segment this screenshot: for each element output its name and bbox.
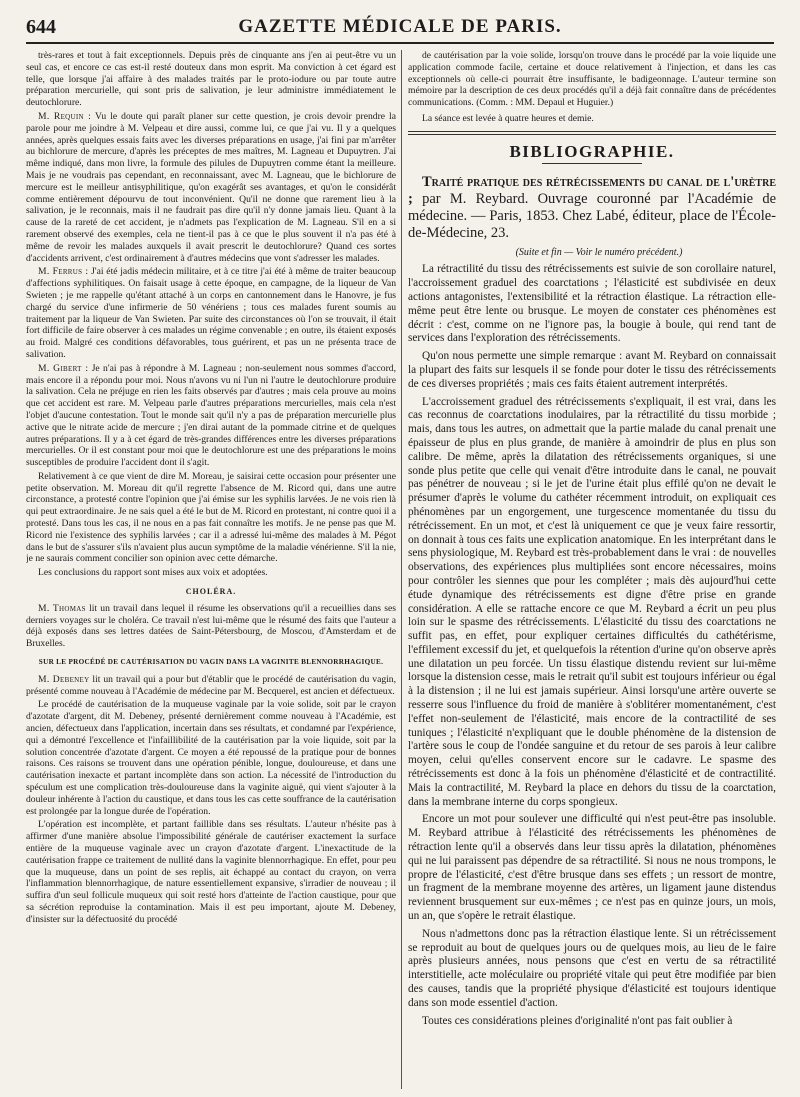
book-title-main: Traité pratique des rétrécissements du canal de l'urètre ; [408,173,776,207]
paragraph [26,111,396,264]
speaker-name: M. Gibert : [38,362,89,374]
speech-text: J'ai été jadis médecin militaire, et à ce titre j'ai été à même de traiter beaucoup d'affections syphilitiques. On faisait usage à cette époque, en campagne, de la liqueur de Van Swieten ; je me rappelle qu'étant attaché à un corps en cantonnement dans le Hanovre, je fus chargé du service d'une infirmerie de 50 vénériens ; tous ces malades furent soumis au traitement par la liqueur de Van Swieten. Par suite des circonstances où l'on se trouvait, il était fort difficile de faire observer à ces malades un régime convenable ; en outre, ils étaient exposés au froid. Malgré ces conditions défavorables, tous guérirent, et pas un ne présenta trace de salivation. [26,266,396,360]
book-title [408,174,776,242]
paragraph [26,363,396,469]
speaker-name: M. Requin : [38,110,92,122]
speech-text: Je n'ai pas à répondre à M. Lagneau ; non-seulement nous sommes d'accord, mais encore il a répondu pour moi. Nous n'avons vu ni l'un ni l'autre le deutochlorure produire la salivation. Cela ne préjuge en rien les faits observés par d'autres ; mais cela prouve au moins que cet accident est rare. M. Velpeau parle d'autres préparations mercurielles, mais cela n'est l'objet d'aucune contestation. Tout le monde sait qu'il n'y a pas de préparation mercurielle plus active que le nitrate acide de mercure ; j'en dirai autant de la pommade citrine et de quelques autres préparations. Il y a à cet égard de très-grandes différences entre les diverses préparations mercurielles. Or il est constant pour moi que le deutochlorure est une des préparations le moins susceptibles de produire l'accident dont il s'agit. [26,362,396,469]
bibliographie-heading: BIBLIOGRAPHIE. [509,141,675,161]
paragraph: La rétractilité du tissu des rétrécissements est suivie de son corollaire naturel, l'accroissement graduel des coarctations ; l'élasticité est subdivisée en deux actions antagonistes, l'extensibilité et la rétraction élastique. La rétraction elle-même peut être lente ou brusque. Le moyen de constater ces phénomènes est décrit : c'est, comme on ne l'ignore pas, la bougie à boule, qui rend tant de services dans l'exploration des rétrécissements. [408,263,776,345]
column-divider [401,50,402,1089]
session-closing: La séance est levée à quatre heures et demie. [422,112,594,124]
speaker-name: M. Debeney [38,673,90,685]
right-column [408,50,776,1089]
paragraph: de cautérisation par la voie solide, lorsqu'on trouve dans le procédé par la voie liquide une application commode facile, certaine et douce relativement à l'injection, et dans les cas exceptionnels où celle-ci pourrait être insuffisante, le badigeonnage. L'auteur termine son mémoire par la description de ces deux procédés qu'il a déjà fait connaître dans de précédentes communications. (Comm. : MM. Depaul et Huguier.) [408,50,776,109]
paragraph: Qu'on nous permette une simple remarque : avant M. Reybard on connaissait la plupart des faits sur lesquels il se fonde pour doter le tissu des rétrécissements de ces diverses propriétés ; mais ces faits étaient autrement interprétés. [408,350,776,390]
paragraph: L'opération est incomplète, et partant faillible dans ses résultats. L'auteur n'hésite pas à affirmer d'une manière absolue l'impossibilité générale de cautériser exactement la surface entière de la muqueuse vaginale avec un crayon d'azotate d'argent. L'inexactitude de la cautérisation frappe ce traitement de nullité dans la vaginite blennorrhagique. En effet, pour peu que la muqueuse, dans un point de ses replis, ait échappé au contact du crayon, on verra l'inflammation blennorrhagique, de nature essentiellement expansive, s'irradier de nouveau ; il suffira d'un seul follicule muqueux qui soit resté hors d'atteinte de l'action caustique, pour que sa sécrétion reproduise la contamination. Mais il est peu important, ajoute M. Debeney, d'insister sur la défectuosité du procédé [26,819,396,925]
section-heading-cauterisation: SUR LE PROCÉDÉ DE CAUTÉRISATION DU VAGIN DANS LA VAGINITE BLENNORRHAGIQUE. [38,658,384,667]
paragraph: Nous n'admettons donc pas la rétraction élastique lente. Si un rétrécissement se reproduit au bout de quelques jours ou de quelques mois, au lieu de le faire après plusieurs années, nous pensons que c'est en vertu de sa rétractilité interstitielle, acte moléculaire ou propriété vitale qui peut être modifiée par bien des causes, tandis que la propriété physique d'élasticité est toujours identique dans son mode essentiel d'action. [408,927,776,1009]
speech-text: lit un travail dans lequel il résume les observations qu'il a recueillies dans ses derniers voyages sur le choléra. Ce travail n'est lui-même que le résumé des faits que l'auteur a déjà exposés dans ses lettres datées de Saint-Pétersbourg, de Moscou, d'Amsterdam et de Bruxelles. [26,602,396,650]
section-heading-cholera: CHOLÉRA. [185,587,237,597]
paragraph: Relativement à ce que vient de dire M. Moreau, je saisirai cette occasion pour présenter une petite observation. M. Moreau dit qu'il regrette l'absence de M. Ricord qui, dans une autre circonstance, a protesté contre l'opinion que j'ai émise sur les syphilis larvées. Je ne vois rien là qui peut extraordinaire. Je ne sais quel a été le but de M. Ricord en protestant, ni contre quoi il a protesté. Dans tous les cas, il ne nous en a pas fait connaître les motifs. Je ne pense pas que M. Ricord nie l'existence des syphilis larvées ; car il a adressé lui-même des malades à M. Pégot dans le but de s'assurer s'ils n'avaient plus aucun symptôme de la maladie vénérienne. S'il la nie, je ne saurais comment concilier son opinion avec cette démarche. [26,470,396,565]
heading-rule [542,163,642,164]
paragraph: Toutes ces considérations pleines d'originalité n'ont pas fait oublier à [422,1014,733,1027]
page-number: 644 [26,16,56,38]
paragraph [26,266,396,360]
continuation-note: (Suite et fin — Voir le numéro précédent.) [515,246,683,258]
paragraph: L'accroissement graduel des rétrécissements s'expliquait, il est vrai, dans les cas reconnus de coarctations inodulaires, par la rétractilité du tissu morbide ; mais, dans tous les autres, on admettait que la partie malade du canal prenait une épaisseur de plus en plus grande, de manière à amoindrir de plus en plus son calibre. De même, après la dilatation des rétrécissements organiques, si une sonde plus petite que celle qui venait d'être introduite dans le canal, ne pouvait pas pénétrer de nouveau ; si le jet de l'urine était plus effilé qu'on ne devait le présumer d'après le volume du cathéter récemment introduit, on expliquait ces phénomènes par un engorgement, une turgescence momentanée du tissu du rétrécissement. En un mot, et c'est là uniquement ce que je veux faire ressortir, on donnait à tous ces faits une explication anatomique. En les interprétant dans le sens physiologique, M. Reybard est très-probablement dans le vrai : de nouvelles observations, des expériences plus multipliées sont encore nécessaires, moins pour contrôler les siennes que pour les compléter ; mais dès aujourd'hui cette étude dynamique des rétrécissements est digne d'être prise en grande considération. A elle se rattache encore ce que M. Reybard a écrit un peu plus loin sur le spasme des rétrécissements. L'élasticité du tissu des coarctations ne suffit pas, en effet, pour expliquer certaines difficultés du cathétérisme, l'effilement excessif du jet, et quelquefois la rétention d'urine qu'on observe après une dilatation un peu forcée. Un tissu élastique distendu revient sur lui-même lorsque la distension cesse, mais le retrait qu'il subit est toujours inférieur ou égal à la distension ; il ne lui est jamais supérieur. Ainsi lorsqu'une artère ouverte se resserre sous l'influence du froid de manière à s'oblitérer momentanément, c'est l'effet non-seulement de l'élasticité, mais encore de la contractilité de ses tuniques ; l'élasticité n'expliquant que le double phénomène de la distension de l'artère sous le coup de l'ondée sanguine et du retour de ses parois à leur calibre moyen, celui qu'elles conservent encore sur le cadavre. Le spasme des rétrécissements est donc à la fois un phénomène d'élasticité et de contractilité. Mais la contractilité, M. Reybard la place en dehors du tissu de la coarctation, dans la membrane interne du corps spongieux. [408,395,776,808]
paragraph: Encore un mot pour soulever une difficulté qui n'est peut-être pas insoluble. M. Reybard attribue à l'élasticité des rétrécissements les phénomènes de rétraction lente qu'il a observés dans leur tissu après la dilatation, phénomènes qui ne lui paraissent pas dépendre de sa rétractilité. Si nous ne nous trompons, le propre de l'élasticité, c'est d'être brusque dans ses effets ; un ressort de montre, un fragment de la membrane moyenne des artères, un ligament jaune distendus reviennent brusquement sur eux-mêmes ; ce n'est pas en quinze jours, un mois, un an, que s'opère le retrait élastique. [408,813,776,923]
section-rule [408,131,776,135]
speaker-name: M. Ferrus : [38,266,89,278]
paragraph: très-rares et tout à fait exceptionnels. Depuis près de cinquante ans j'en ai peut-être vu un seul cas, et encore ce cas est-il resté douteux dans mon esprit. Ma conviction à cet égard est telle, que lorsque j'ai affaire à des malades traités par le proto-iodure ou par toute autre préparation mercurielle, qui sont pris de salivation, je leur administre immédiatement le deutochlorure. [26,50,396,109]
paragraph: Le procédé de cautérisation de la muqueuse vaginale par la voie solide, soit par le crayon d'azotate d'argent, dit M. Debeney, présenté dernièrement comme nouveau à l'Académie, est ancien, défectueux dans l'application, incertain dans ses résultats, et condamné par l'expérience, qui a démontré l'excellence et l'infaillibilité de la cautérisation par la voie liquide, soit par la solution concentrée d'azotate d'argent. Ce moyen a été repoussé de la pratique pour de bonnes raisons. Ces raisons se trouvent dans une opération pénible, longue, douloureuse, et dans une cautérisation inexacte et partant incomplète dans son action. La nécessité de l'introduction du spéculum est une complication très-douloureuse dans la vaginite aiguë, qui vient s'ajouter à la douleur inhérente à l'action du caustique, et dans tous les cas cette souffrance de la cautérisation est prolongée par la longue durée de l'opération. [26,699,396,817]
speaker-name: M. Thomas [38,602,86,614]
journal-title: GAZETTE MÉDICALE DE PARIS. [238,16,562,37]
book-title-details: par M. Reybard. Ouvrage couronné par l'Académie de médecine. — Paris, 1853. Chez Labé, éditeur, place de l'École-de-Médecine, 23. [408,190,776,241]
speech-text: lit un travail qui a pour but d'établir que le procédé de cautérisation du vagin, présenté comme nouveau à l'Académie de médecine par M. Becquerel, est ancien et défectueux. [26,673,396,697]
page-header [26,16,774,44]
paragraph [26,603,396,650]
paragraph [26,674,396,698]
left-column [26,50,396,1089]
paragraph: Les conclusions du rapport sont mises aux voix et adoptées. [38,567,268,579]
speech-text: Vu le doute qui paraît planer sur cette question, je crois devoir prendre la parole pour me joindre à M. Velpeau et dire aussi, comme lui, ce que j'ai vu. Il y a quelques années, après quelques essais faits avec les diverses préparations en usage, j'ai fini par m'arrêter au bichlorure de mercure, d'après les préceptes de mes maîtres, M. Lagneau et Dupuytren. J'ai même indiqué, dans mon livre, la formule des pilules de Dupuytren comme étant la meilleure. Mais je ne voudrais pas cependant, en reconnaissant, avec M. Lagneau, que le bichlorure de mercure est le meilleur antisyphilitique, qu'on exagérât ses avantages, et qu'on le considérât comme entièrement dépourvu de tout inconvénient. Qu'il ne donne que rarement lieu à la salivation, je le reconnais, mais il ne faudrait pas dire qu'il n'y donne jamais lieu. Quant à la cause de la rareté de cet accident, je n'admets pas l'explication de M. Lagneau. S'il en a si rarement observé des exemples, cela ne tient-il pas à ce que le plus souvent il n'a pas été à même de revoir les malades auxquels il avait prescrit le deutochlorure? Quand ces sortes d'accidents arrivent, c'est ordinairement à d'autres médecins que vont s'adresser les malades. [26,110,396,264]
